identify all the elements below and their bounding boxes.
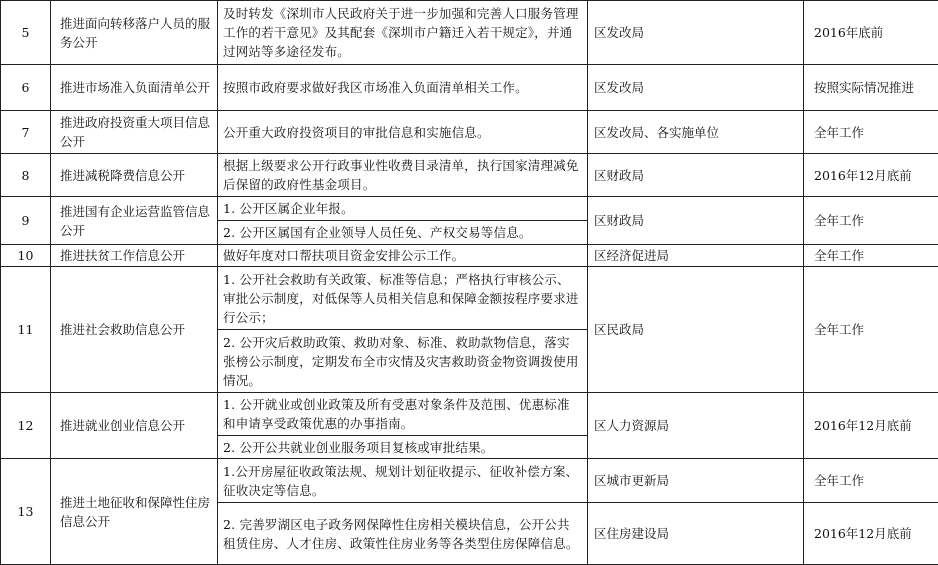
task-content: 2. 公开灾后救助政策、救助对象、标准、救助款物信息，落实张榜公示制度，定期发布全市灾情及灾害救助资金物资调拨使用情况。 <box>218 330 588 393</box>
table-row <box>1 197 938 221</box>
deadline: 2016年12月底前 <box>804 503 938 565</box>
deadline: 全年工作 <box>804 267 938 393</box>
task-content: 1.公开房屋征收政策法规、规划计划征收提示、征收补偿方案、征收决定等信息。 <box>218 459 588 503</box>
table-row <box>1 267 938 330</box>
task-content: 公开重大政府投资项目的审批信息和实施信息。 <box>218 111 588 154</box>
responsible-department: 区城市更新局 <box>588 459 804 503</box>
task-content: 2. 公开公共就业创业服务项目复核或审批结果。 <box>218 436 588 459</box>
table-row <box>1 459 938 503</box>
task-content: 2. 公开区属国有企业领导人员任免、产权交易等信息。 <box>218 221 588 245</box>
responsible-department: 区财政局 <box>588 197 804 245</box>
responsible-department: 区住房建设局 <box>588 503 804 565</box>
deadline: 全年工作 <box>804 111 938 154</box>
task-item: 推进市场准入负面清单公开 <box>51 65 218 111</box>
table-row <box>1 111 938 154</box>
table-row <box>1 245 938 267</box>
task-item: 推进扶贫工作信息公开 <box>51 245 218 267</box>
task-content: 1. 公开区属企业年报。 <box>218 197 588 221</box>
task-content: 按照市政府要求做好我区市场准入负面清单相关工作。 <box>218 65 588 111</box>
task-item: 推进政府投资重大项目信息公开 <box>51 111 218 154</box>
task-content: 1. 公开就业或创业政策及所有受惠对象条件及范围、优惠标准和申请享受政策优惠的办事指南。 <box>218 393 588 436</box>
responsible-department: 区人力资源局 <box>588 393 804 459</box>
row-number: 12 <box>1 393 51 459</box>
responsible-department: 区发改局、各实施单位 <box>588 111 804 154</box>
deadline: 全年工作 <box>804 245 938 267</box>
table-row <box>1 1 938 65</box>
row-number: 10 <box>1 245 51 267</box>
task-item: 推进面向转移落户人员的服务公开 <box>51 1 218 65</box>
row-number: 5 <box>1 1 51 65</box>
task-item: 推进社会救助信息公开 <box>51 267 218 393</box>
responsible-department: 区发改局 <box>588 1 804 65</box>
responsible-department: 区经济促进局 <box>588 245 804 267</box>
task-content: 做好年度对口帮扶项目资金安排公示工作。 <box>218 245 588 267</box>
row-number: 8 <box>1 154 51 197</box>
task-item: 推进土地征收和保障性住房信息公开 <box>51 459 218 565</box>
deadline: 全年工作 <box>804 197 938 245</box>
task-content: 1. 公开社会救助有关政策、标准等信息；严格执行审核公示、审批公示制度，对低保等人员相关信息和保障金额按程序要求进行公示； <box>218 267 588 330</box>
table-row <box>1 65 938 111</box>
task-content: 及时转发《深圳市人民政府关于进一步加强和完善人口服务管理工作的若干意见》及其配套《深圳市户籍迁入若干规定》，并通过网站等多途径发布。 <box>218 1 588 65</box>
row-number: 6 <box>1 65 51 111</box>
table-row <box>1 154 938 197</box>
row-number: 9 <box>1 197 51 245</box>
task-item: 推进国有企业运营监管信息公开 <box>51 197 218 245</box>
row-number: 13 <box>1 459 51 565</box>
task-item: 推进就业创业信息公开 <box>51 393 218 459</box>
responsible-department: 区民政局 <box>588 267 804 393</box>
task-item: 推进减税降费信息公开 <box>51 154 218 197</box>
task-content: 根据上级要求公开行政事业性收费目录清单，执行国家清理减免后保留的政府性基金项目。 <box>218 154 588 197</box>
responsible-department: 区发改局 <box>588 65 804 111</box>
deadline: 2016年底前 <box>804 1 938 65</box>
row-number: 11 <box>1 267 51 393</box>
responsible-department: 区财政局 <box>588 154 804 197</box>
task-content: 2. 完善罗湖区电子政务网保障性住房相关模块信息，公开公共租赁住房、人才住房、政策性住房业务等各类型住房保障信息。 <box>218 503 588 565</box>
deadline: 2016年12月底前 <box>804 393 938 459</box>
deadline: 全年工作 <box>804 459 938 503</box>
deadline: 2016年12月底前 <box>804 154 938 197</box>
row-number: 7 <box>1 111 51 154</box>
deadline: 按照实际情况推进 <box>804 65 938 111</box>
table-row <box>1 393 938 436</box>
